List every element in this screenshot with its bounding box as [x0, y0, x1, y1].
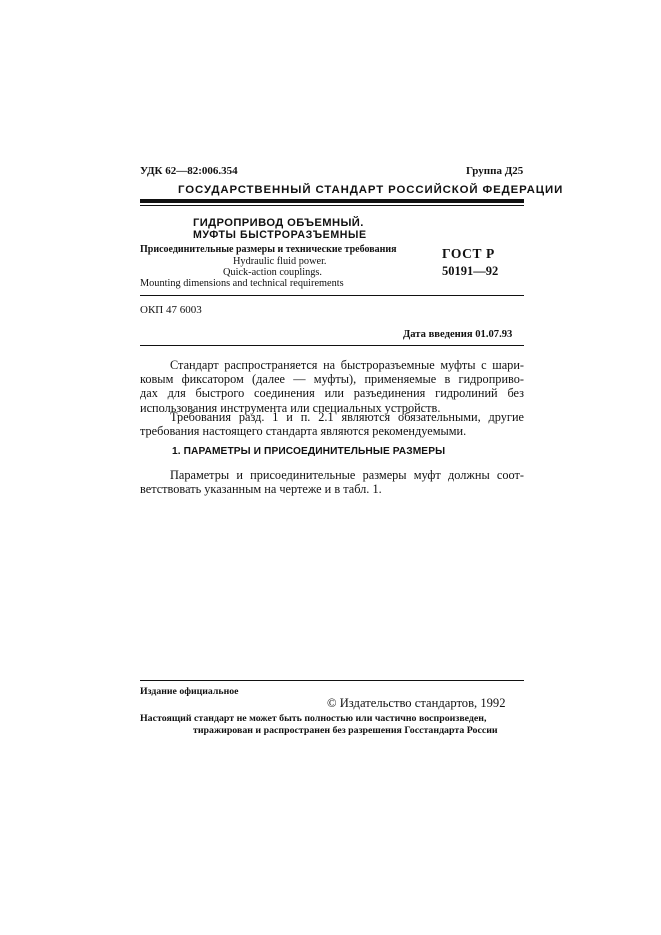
title-line-2: МУФТЫ БЫСТРОРАЗЪЕМНЫЕ — [193, 229, 367, 241]
gost-label: ГОСТ Р — [442, 246, 495, 261]
footer-rule — [140, 680, 524, 681]
paragraph-line: ковым фиксатором (далее — муфты), применяемые в гидроприво- — [140, 372, 524, 387]
paragraph-line: дах для быстрого соединения или разъединения гидролиний без — [140, 386, 524, 401]
header-thick-rule — [140, 199, 524, 203]
title-rule — [140, 295, 524, 296]
date-rule — [140, 345, 524, 346]
udk-code: УДК 62—82:006.354 — [140, 165, 238, 177]
gost-number: 50191—92 — [442, 264, 499, 278]
title-english-1: Hydraulic fluid power. — [233, 256, 327, 267]
title-english-2: Quick-action couplings. — [223, 267, 322, 278]
reproduction-notice-line-2: тиражирован и распространен без разрешения Госстандарта России — [193, 725, 498, 736]
intro-date: Дата введения 01.07.93 — [403, 329, 513, 340]
edition-label: Издание официальное — [140, 686, 239, 697]
title-line-1: ГИДРОПРИВОД ОБЪЕМНЫЙ. — [193, 217, 364, 229]
reproduction-notice-line-1: Настоящий стандарт не может быть полностью или частично воспроизведен, — [140, 713, 487, 724]
copyright-notice: © Издательство стандартов, 1992 — [327, 696, 506, 710]
paragraph-parameters — [140, 468, 524, 496]
paragraph-line: использования инструмента или специальных устройств. — [140, 400, 441, 415]
paragraph-line: ветствовать указанным на чертеже и в табл. 1. — [140, 482, 382, 497]
paragraph-line: Требования разд. 1 и п. 2.1 являются обязательными, другие — [170, 410, 524, 424]
title-subtitle: Присоединительные размеры и технические требования — [140, 244, 397, 255]
paragraph-line: Параметры и присоединительные размеры муфт должны соот- — [170, 468, 524, 482]
org-title: ГОСУДАРСТВЕННЫЙ СТАНДАРТ РОССИЙСКОЙ ФЕДЕРАЦИИ — [178, 184, 564, 196]
header-thin-rule — [140, 205, 524, 206]
okp-code: ОКП 47 6003 — [140, 304, 202, 316]
paragraph-requirements — [140, 410, 524, 438]
paragraph-scope — [140, 358, 524, 415]
paragraph-line: требования настоящего стандарта являются рекомендуемыми. — [140, 424, 467, 439]
section-1-heading: 1. ПАРАМЕТРЫ И ПРИСОЕДИНИТЕЛЬНЫЕ РАЗМЕРЫ — [172, 446, 446, 457]
paragraph-line: Стандарт распространяется на быстроразъемные муфты с шари- — [170, 358, 524, 372]
group-code: Группа Д25 — [466, 165, 524, 177]
title-english-3: Mounting dimensions and technical requirements — [140, 278, 344, 289]
